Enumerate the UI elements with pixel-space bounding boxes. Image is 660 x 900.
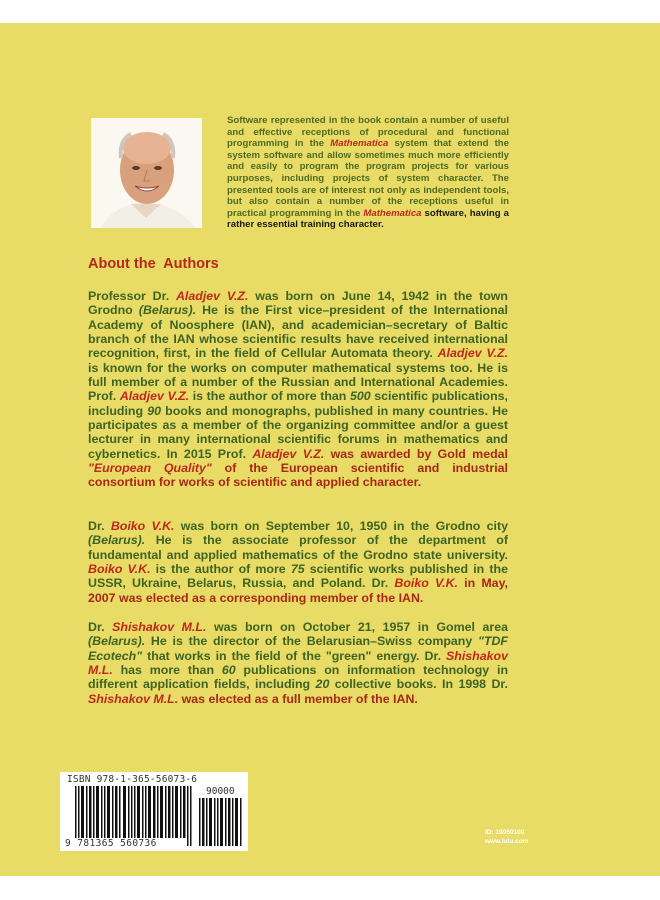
price-addon-code: 90000 (206, 786, 235, 797)
author-name: Shishakov M.L. (112, 620, 207, 634)
company-name: "TDF Ecotech" (88, 634, 508, 663)
addon-bars-icon (199, 798, 243, 846)
publisher-id: ID: 19950100 (485, 829, 525, 836)
barcode-bars-icon (75, 786, 193, 846)
author-name: Boiko V.K. (110, 519, 175, 533)
software-name: Mathematica (330, 138, 389, 150)
section-heading: About the Authors (88, 256, 219, 272)
software-name: Mathematica (363, 207, 422, 219)
isbn-barcode (60, 772, 248, 851)
author-bio-aladjev: Professor Dr. Aladjev V.Z. was born on June 14, 1942 in the town Grodno (Belarus). He is the First vice–president of the International Academy of Noosphere (IAN), and academician–secretary of Baltic branch of the IAN whose scientific results have received international recognition, first, in the field of Cellular Automata theory. Aladjev V.Z. is known for the works on computer mathematical systems too. He is full member of a number of the Russian and International Academies. Prof. Aladjev V.Z. is the author of more than 500 scientific publications, including 90 books and monographs, published in many countries. He participates as a member of the organizing committee and/or a guest lecturer in many international scientific forums in mathematics and cybernetics. In 2015 Prof. Aladjev V.Z. was awarded by Gold medal "European Quality" of the European scientific and industrial consortium for works of scientific and applied character. (88, 289, 508, 490)
ean-number: 9 781365 560736 (65, 838, 157, 849)
publisher-site: www.lulu.com (485, 838, 529, 845)
isbn-number: ISBN 978-1-365-56073-6 (67, 774, 198, 785)
author-name: Boiko V.K. (88, 562, 151, 577)
author-name: Aladjev V.Z. (437, 346, 508, 361)
author-photo (91, 118, 202, 228)
author-name: Aladjev V.Z. (119, 389, 190, 404)
author-name: Shishakov M.L. (88, 691, 179, 706)
author-name: Aladjev V.Z. (252, 446, 325, 461)
author-name: Aladjev V.Z. (175, 289, 249, 303)
author-bio-boiko: Dr. Boiko V.K. was born on September 10, 1950 in the Grodno city (Belarus). He is the associate professor of the department of fundamental and applied mathematics of the Grodno state university. Boiko V.K. is the author of more 75 scientific works published in the USSR, Ukraine, Belarus, Russia, and Poland. Dr. Boiko V.K. in May, 2007 was elected as a corresponding member of the IAN. (88, 519, 508, 605)
award-name: "European Quality" (88, 461, 212, 476)
publisher-info (485, 828, 528, 846)
author-name: Boiko V.K. (394, 576, 458, 591)
author-name: Shishakov M.L. (88, 648, 508, 678)
book-description: Software represented in the book contain a number of useful and effective receptions of procedural and functional programming in the Mathematica system that extend the system software and allow sometimes much more efficiently and easily to program the program projects for various purposes, including projects of system character. The presented tools are of interest not only as independent tools, but also contain a number of the receptions useful in practical programming in the Mathematica software, having a rather essential training character. (227, 115, 509, 231)
author-bio-shishakov: Dr. Shishakov M.L. was born on October 21, 1957 in Gomel area (Belarus). He is the director of the Belarusian–Swiss company "TDF Ecotech" that works in the field of the "green" energy. Dr. Shishakov M.L. has more than 60 publications on information technology in different application fields, including 20 collective books. In 1998 Dr. Shishakov M.L. was elected as a full member of the IAN. (88, 620, 509, 706)
